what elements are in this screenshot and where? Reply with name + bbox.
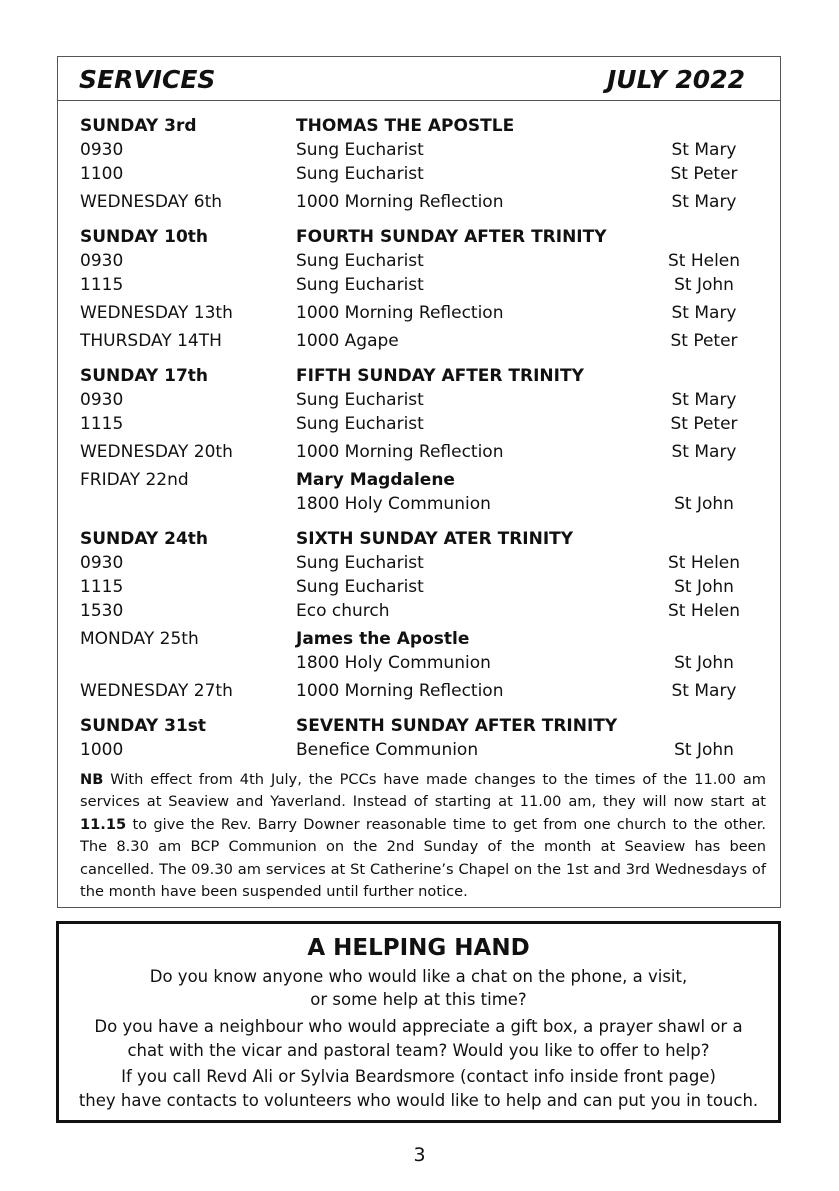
service-name: 1000 Morning Reflection (296, 192, 504, 212)
service-row (58, 388, 780, 412)
helping-hand-line: Do you know anyone who would like a chat on the phone, a visit, (149, 967, 688, 986)
service-name: SEVENTH SUNDAY AFTER TRINITY (296, 716, 618, 736)
service-day: WEDNESDAY 13th (80, 303, 233, 323)
service-name: Sung Eucharist (296, 251, 424, 271)
service-name: FIFTH SUNDAY AFTER TRINITY (296, 366, 584, 386)
service-day: SUNDAY 3rd (80, 116, 197, 136)
service-day: THURSDAY 14TH (80, 331, 222, 351)
service-place: St Mary (671, 303, 737, 323)
service-row (58, 138, 780, 162)
services-title: SERVICES (79, 65, 216, 94)
helping-hand-line: or some help at this time? (310, 990, 527, 1009)
service-name: 1000 Agape (296, 331, 399, 351)
service-day: 0930 (80, 251, 124, 271)
service-place: St John (674, 577, 734, 597)
services-header (58, 57, 780, 101)
service-day: 0930 (80, 553, 124, 573)
service-name: James the Apostle (296, 629, 470, 649)
service-name: 1000 Morning Reflection (296, 681, 504, 701)
helping-hand-line: chat with the vicar and pastoral team? Would you like to offer to help? (127, 1041, 710, 1060)
page-number: 3 (413, 1144, 426, 1166)
service-row (58, 738, 780, 762)
service-day: MONDAY 25th (80, 629, 199, 649)
service-day: 0930 (80, 390, 124, 410)
service-place: St John (674, 740, 734, 760)
service-row (58, 492, 780, 516)
services-box (57, 56, 781, 908)
service-place: St Mary (671, 442, 737, 462)
service-place: St John (674, 653, 734, 673)
service-place: St John (674, 494, 734, 514)
service-name: Sung Eucharist (296, 414, 424, 434)
service-day: SUNDAY 31st (80, 716, 207, 736)
helping-hand-line: Do you have a neighbour who would appreciate a gift box, a prayer shawl or a (94, 1017, 743, 1036)
service-name: Benefice Communion (296, 740, 479, 760)
service-name: Sung Eucharist (296, 553, 424, 573)
note-text-1: With effect from 4th July, the PCCs have made changes to the times of the 11.00 am services at Seaview and Yaverland. Instead of starting at 11.00 am, they will now start at (80, 771, 766, 811)
service-day: WEDNESDAY 20th (80, 442, 233, 462)
service-row (58, 249, 780, 273)
service-day: 1115 (80, 275, 124, 295)
helping-hand-title: A HELPING HAND (307, 935, 530, 961)
service-row (58, 273, 780, 297)
service-day: 0930 (80, 140, 124, 160)
service-name: Sung Eucharist (296, 577, 424, 597)
service-name: 1800 Holy Communion (296, 653, 491, 673)
service-place: St Helen (667, 251, 741, 271)
service-row (58, 225, 780, 249)
service-row (58, 468, 780, 492)
service-name: 1000 Morning Reflection (296, 442, 504, 462)
service-place: St Helen (667, 553, 741, 573)
service-day: SUNDAY 17th (80, 366, 209, 386)
services-month: JULY 2022 (606, 65, 745, 94)
service-row (58, 190, 780, 214)
service-name: Eco church (296, 601, 390, 621)
service-name: FOURTH SUNDAY AFTER TRINITY (296, 227, 607, 247)
service-row (58, 301, 780, 325)
service-row (58, 599, 780, 623)
note-emphasis: 11.15 (80, 815, 127, 833)
service-place: St John (674, 275, 734, 295)
service-place: St Mary (671, 140, 737, 160)
service-day: SUNDAY 24th (80, 529, 209, 549)
service-place: St Mary (671, 390, 737, 410)
service-row (58, 551, 780, 575)
service-row (58, 412, 780, 436)
service-row (58, 627, 780, 651)
service-name: Sung Eucharist (296, 275, 424, 295)
service-place: St Mary (671, 192, 737, 212)
service-name: SIXTH SUNDAY ATER TRINITY (296, 529, 574, 549)
service-row (58, 329, 780, 353)
service-day: WEDNESDAY 6th (80, 192, 223, 212)
helping-hand-line: they have contacts to volunteers who would like to help and can put you in touch. (78, 1091, 759, 1110)
service-day: 1100 (80, 164, 124, 184)
service-name: 1800 Holy Communion (296, 494, 491, 514)
note-text-2: to give the Rev. Barry Downer reasonable time to get from one church to the other. The 8.30 am BCP Communion on the 2nd Sunday of the month at Seaview has been cancelled. The 09.30 am services at St Catherine’s Chapel on the 1st and 3rd Wednesdays of the month have been suspended until further notice. (80, 815, 766, 901)
service-row (58, 162, 780, 186)
services-note (80, 769, 766, 903)
service-name: Sung Eucharist (296, 140, 424, 160)
service-row (58, 679, 780, 703)
service-place: St Helen (667, 601, 741, 621)
service-row (58, 651, 780, 675)
note-label: NB (80, 771, 104, 788)
service-place: St Mary (671, 681, 737, 701)
service-row (58, 527, 780, 551)
helping-hand-box (56, 921, 781, 1123)
service-name: THOMAS THE APOSTLE (296, 116, 515, 136)
service-place: St Peter (670, 414, 738, 434)
service-name: Sung Eucharist (296, 390, 424, 410)
service-name: Mary Magdalene (296, 470, 455, 490)
service-day: WEDNESDAY 27th (80, 681, 233, 701)
service-place: St Peter (670, 164, 738, 184)
service-place: St Peter (670, 331, 738, 351)
service-row (58, 440, 780, 464)
helping-hand-line: If you call Revd Ali or Sylvia Beardsmore (contact info inside front page) (121, 1067, 716, 1086)
service-row (58, 575, 780, 599)
service-name: Sung Eucharist (296, 164, 424, 184)
service-day: 1115 (80, 414, 124, 434)
service-row (58, 364, 780, 388)
service-day: 1530 (80, 601, 124, 621)
service-day: 1000 (80, 740, 124, 760)
service-name: 1000 Morning Reflection (296, 303, 504, 323)
service-day: SUNDAY 10th (80, 227, 209, 247)
service-row (58, 114, 780, 138)
service-day: FRIDAY 22nd (80, 470, 189, 490)
service-day: 1115 (80, 577, 124, 597)
service-row (58, 714, 780, 738)
